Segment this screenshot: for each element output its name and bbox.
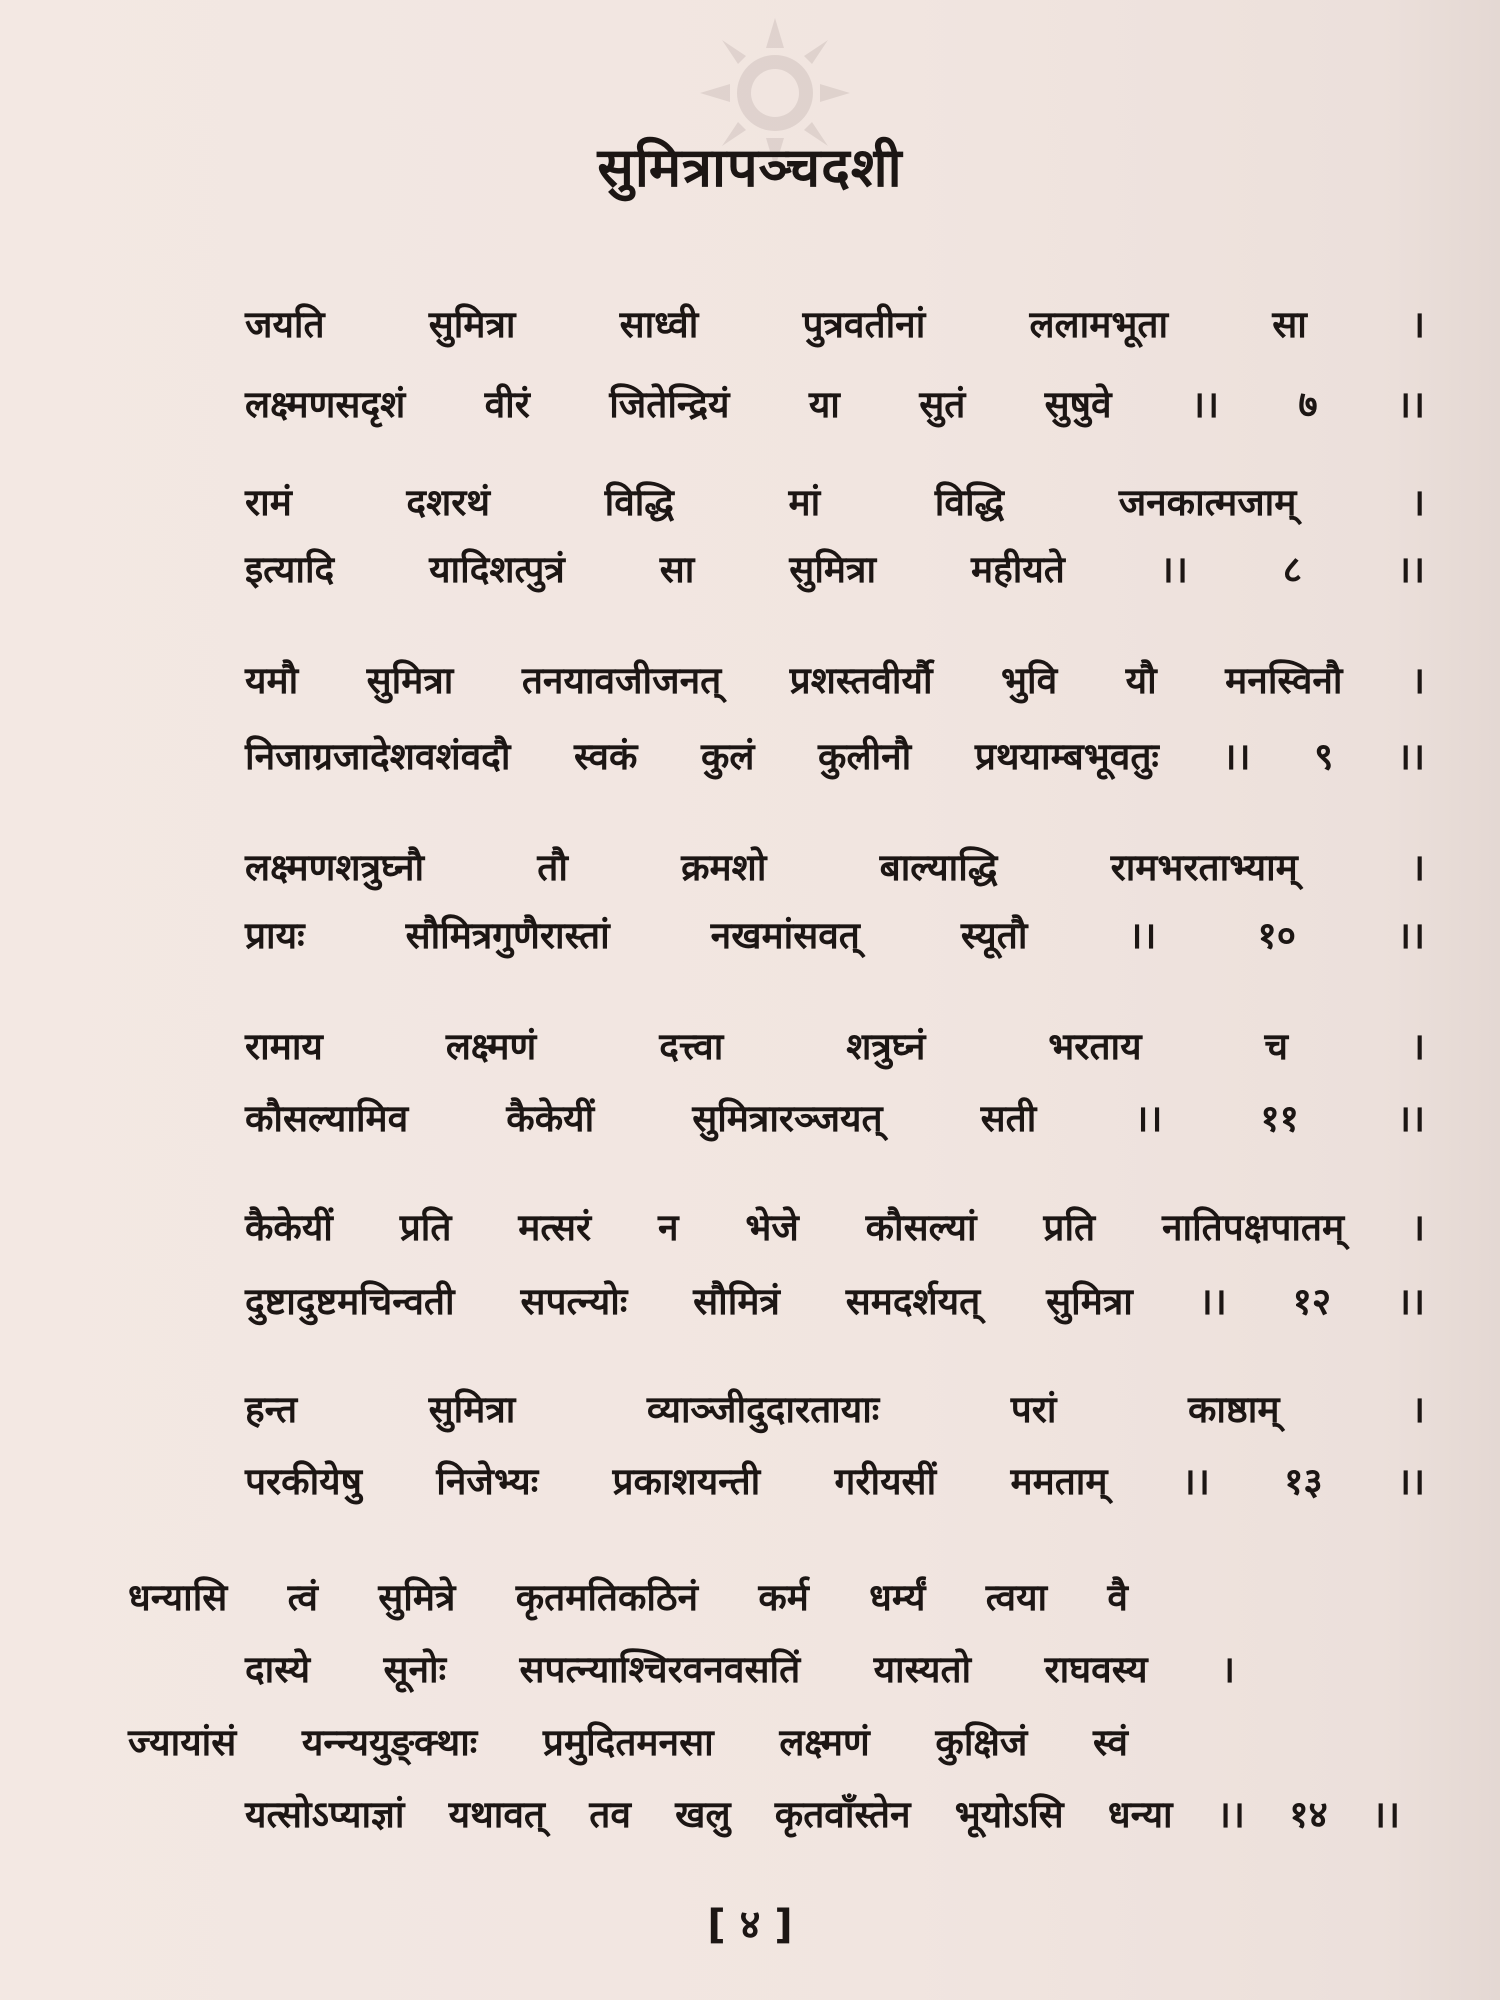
verse-14-line-2: दास्ये सूनोः सपत्न्याश्चिरवनवसतिं यास्यतो राघवस्य । — [245, 1648, 1235, 1691]
page-number: [ ४ ] — [707, 1902, 793, 1948]
verse-10-line-2: प्रायः सौमित्रगुणैरास्तां नखमांसवत् स्यूतौ ।। १० ।। — [245, 914, 1425, 957]
verse-9-line-1: यमौ सुमित्रा तनयावजीजनत् प्रशस्तवीर्यौ भुवि यौ मनस्विनौ । — [245, 659, 1425, 702]
verse-11-line-1: रामाय लक्ष्मणं दत्त्वा शत्रुघ्नं भरताय च । — [245, 1025, 1425, 1068]
verse-14-line-3: ज्यायांसं यन्न्ययुङ्क्थाः प्रमुदितमनसा लक्ष्मणं कुक्षिजं स्वं — [128, 1721, 1128, 1764]
verse-13-line-2: परकीयेषु निजेभ्यः प्रकाशयन्ती गरीयसीं ममताम् ।। १३ ।। — [245, 1460, 1425, 1503]
verse-7-line-2: लक्ष्मणसदृशं वीरं जितेन्द्रियं या सुतं सुषुवे ।। ७ ।। — [245, 383, 1425, 426]
verse-9-line-2: निजाग्रजादेशवशंवदौ स्वकं कुलं कुलीनौ प्रथयाम्बभूवतुः ।। ९ ।। — [245, 735, 1425, 778]
verse-14-line-1: धन्यासि त्वं सुमित्रे कृतमतिकठिनं कर्म धर्म्यं त्वया वै — [128, 1576, 1128, 1619]
verse-10-line-1: लक्ष्मणशत्रुघ्नौ तौ क्रमशो बाल्याद्धि रामभरताभ्याम् । — [245, 846, 1425, 889]
verse-13-line-1: हन्त सुमित्रा व्याञ्जीदुदारतायाः परां काष्ठाम् । — [245, 1388, 1425, 1431]
verse-12-line-1: कैकेयीं प्रति मत्सरं न भेजे कौसल्यां प्रति नातिपक्षपातम् । — [245, 1206, 1425, 1249]
verse-8-line-2: इत्यादि यादिशत्पुत्रं सा सुमित्रा महीयते ।। ८ ।। — [245, 548, 1425, 591]
verse-7-line-1: जयति सुमित्रा साध्वी पुत्रवतीनां ललामभूता सा । — [245, 303, 1425, 346]
verse-8-line-1: रामं दशरथं विद्धि मां विद्धि जनकात्मजाम् । — [245, 481, 1425, 524]
verse-11-line-2: कौसल्यामिव कैकेयीं सुमित्रारञ्जयत् सती ।। ११ ।। — [245, 1097, 1425, 1140]
verse-12-line-2: दुष्टादुष्टमचिन्वती सपत्न्योः सौमित्रं समदर्शयत् सुमित्रा ।। १२ ।। — [245, 1280, 1425, 1323]
page-title: सुमित्रापञ्चदशी — [597, 136, 903, 199]
verse-14-line-4: यत्सोऽप्याज्ञां यथावत् तव खलु कृतवाँस्तेन भूयोऽसि धन्या ।। १४ ।। — [245, 1793, 1400, 1836]
